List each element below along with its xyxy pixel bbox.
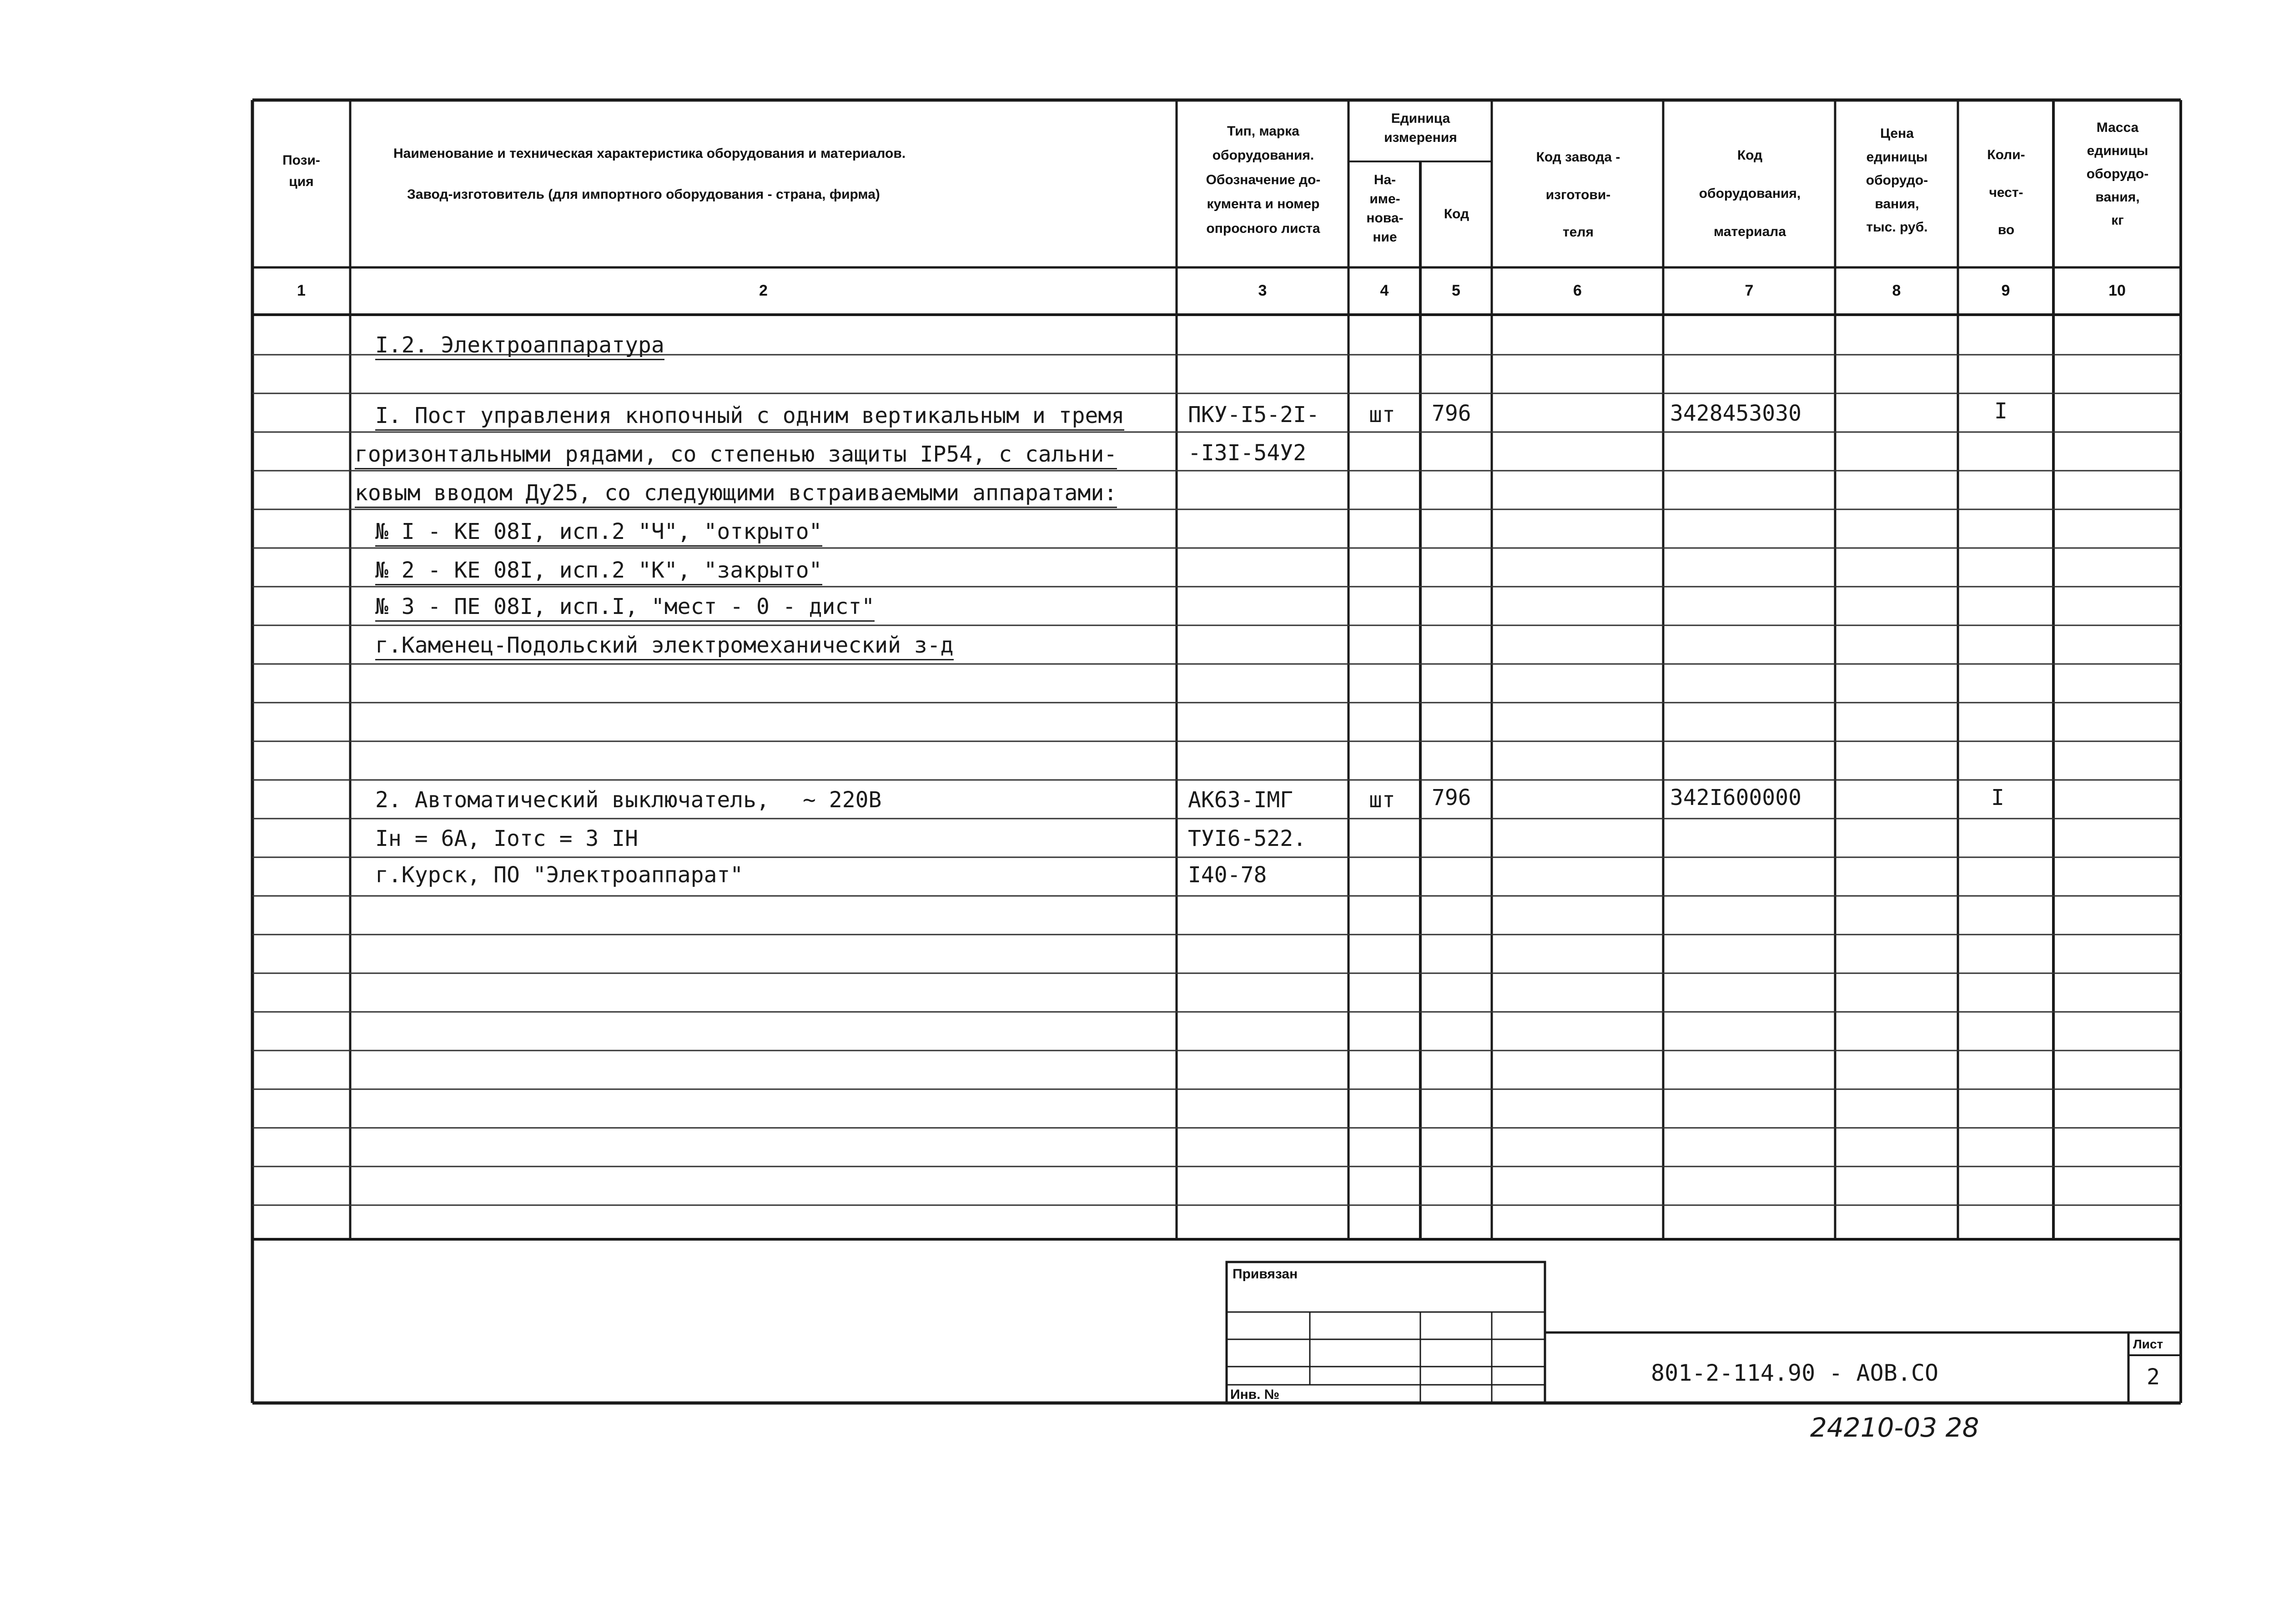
sheet-number: 2 (2147, 1364, 2160, 1390)
item1-unit-name: шт (1369, 402, 1395, 427)
item1-line-6: № 3 - ПЕ 08I, исп.I, "мест - 0 - дист" (375, 596, 875, 622)
item1-unit-code: 796 (1432, 401, 1471, 426)
item1-equipment-code: 3428453030 (1670, 401, 1801, 426)
header-name-line1: Наименование и техническая характеристика оборудования и материалов. (393, 146, 906, 161)
col-number-10: 10 (2108, 282, 2126, 299)
item2-voltage: ~ 220В (803, 787, 882, 813)
header-mass: Масса единицы оборудо- вания, кг (2086, 120, 2149, 228)
item1-line-1: I. Пост управления кнопочный с одним вертикальным и тремя (375, 405, 1124, 431)
section-title: I.2. Электроаппаратура (375, 334, 664, 360)
header-unit-name: На- име- нова- ние (1366, 172, 1404, 245)
header-equipment-code: Код оборудования, материала (1699, 148, 1801, 239)
col-number-3: 3 (1258, 282, 1267, 299)
item2-equipment-code: 342I600000 (1670, 785, 1801, 810)
col-number-2: 2 (759, 282, 768, 299)
col-number-9: 9 (2001, 282, 2010, 299)
item2-unit-name: шт (1369, 787, 1395, 813)
stamp-inv-label: Инв. № (1230, 1387, 1280, 1402)
sheet-label: Лист (2133, 1337, 2163, 1351)
document-number: 801-2-114.90 - АОВ.СО (1651, 1360, 1939, 1386)
col-number-7: 7 (1745, 282, 1754, 299)
item1-quantity: I (1994, 398, 2007, 424)
header-type: Тип, марка оборудования. Обозначение до- кумента и номер опросного листа (1206, 124, 1321, 236)
item2-line-2: Iн = 6А, Iотс = 3 IН (375, 826, 638, 851)
col-number-6: 6 (1573, 282, 1582, 299)
col-number-4: 4 (1380, 282, 1389, 299)
item2-type-line-1: АК63-IМГ (1188, 787, 1293, 813)
item1-line-5: № 2 - КЕ 08I, исп.2 "К", "закрыто" (375, 559, 822, 585)
item1-line-7: г.Каменец-Подольский электромеханический з-д (375, 634, 954, 660)
header-unit-code: Код (1444, 206, 1469, 221)
stamp-bound-label: Привязан (1233, 1267, 1298, 1282)
col-number-1: 1 (297, 282, 306, 299)
item1-line-3: ковым вводом Ду25, со следующими встраиваемыми аппаратами: (355, 482, 1117, 508)
item1-type-line-1: ПКУ-I5-2I- (1188, 402, 1319, 427)
header-unit-group: Единица измерения (1384, 111, 1457, 145)
item1-line-2: горизонтальными рядами, со степенью защиты IP54, с сальни- (355, 443, 1117, 469)
item1-type-line-2: -I3I-54У2 (1188, 440, 1307, 466)
header-position: Пози- ция (282, 153, 320, 189)
col-number-8: 8 (1892, 282, 1901, 299)
item2-quantity: I (1991, 785, 2004, 810)
header-name-line2: Завод-изготовитель (для импортного оборудования - страна, фирма) (407, 187, 880, 202)
item2-type-line-2: ТУI6-522. (1188, 826, 1307, 851)
col-number-5: 5 (1452, 282, 1460, 299)
item2-line-3: г.Курск, ПО "Электроаппарат" (375, 862, 744, 888)
header-quantity: Коли- чест- во (1987, 147, 2025, 237)
item2-line-1: 2. Автоматический выключатель, (375, 787, 770, 813)
item2-type-line-3: I40-78 (1188, 862, 1267, 888)
item1-line-4: № I - КЕ 08I, исп.2 "Ч", "открыто" (375, 521, 822, 547)
handwritten-note: 24210-03 28 (1810, 1412, 1979, 1443)
item2-unit-code: 796 (1432, 785, 1471, 810)
header-price: Цена единицы оборудо- вания, тыс. руб. (1866, 126, 1928, 235)
header-manufacturer-code: Код завода - изготови- теля (1536, 150, 1620, 240)
